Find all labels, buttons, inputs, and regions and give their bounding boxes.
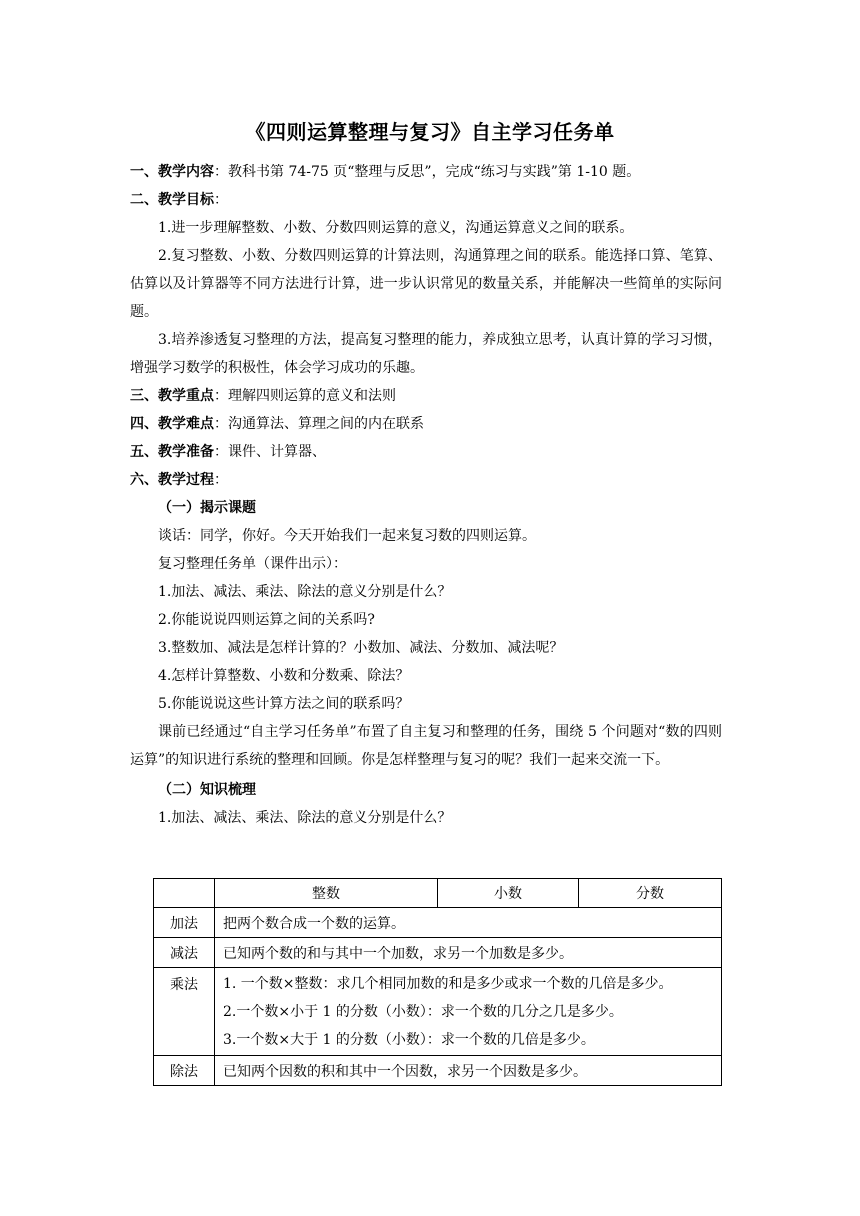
section-label: 三、教学重点 <box>130 388 214 404</box>
section-text: ： <box>214 192 228 208</box>
section-teaching-goals <box>130 186 722 214</box>
part2-question: 1.加法、减法、乘法、除法的意义分别是什么？ <box>158 810 452 826</box>
question-item: 1.加法、减法、乘法、除法的意义分别是什么？ <box>158 584 452 600</box>
part1-intro: 复习整理任务单（课件出示）： <box>158 556 347 572</box>
section-process <box>130 466 722 494</box>
table-header-cell: 整数 <box>215 879 438 908</box>
question-item: 5.你能说说这些计算方法之间的联系吗？ <box>158 696 410 712</box>
table-header-cell: 小数 <box>438 879 579 908</box>
section-preparation <box>130 438 722 466</box>
row-text: 已知两个数的和与其中一个加数，求另一个加数是多少。 <box>215 938 722 968</box>
section-label: 四、教学难点 <box>130 416 214 432</box>
table-header-cell <box>154 879 215 908</box>
part1-summary: 课前已经通过“自主学习任务单”布置了自主复习和整理的任务，围绕 5 个问题对“数的四则运算”的知识进行系统的整理和回顾。你是怎样整理与复习的呢？我们一起来交流一下。 <box>130 724 722 768</box>
section-difficulties <box>130 410 722 438</box>
row-text-lines <box>215 968 722 1056</box>
row-label: 减法 <box>154 938 215 968</box>
question-item: 4.怎样计算整数、小数和分数乘、除法？ <box>158 668 410 684</box>
row-text: 把两个数合成一个数的运算。 <box>215 908 722 938</box>
part1-talk: 谈话：同学，你好。今天开始我们一起来复习数的四则运算。 <box>158 528 536 544</box>
operations-meaning-table <box>153 878 722 1086</box>
row-text: 已知两个因数的积和其中一个因数，求另一个因数是多少。 <box>215 1056 722 1086</box>
part1-heading: （一）揭示课题 <box>158 500 256 516</box>
section-text: ：教科书第 74-75 页“整理与反思”，完成“练习与实践”第 1-10 题。 <box>214 164 641 180</box>
section-key-points <box>130 382 722 410</box>
table-row-subtraction <box>154 938 722 968</box>
table-row-division <box>154 1056 722 1086</box>
section-label: 一、教学内容 <box>130 164 214 180</box>
section-label: 五、教学准备 <box>130 444 214 460</box>
mul-line: 2.一个数×小于 1 的分数（小数）：求一个数的几分之几是多少。 <box>223 1003 623 1020</box>
section-text: ：沟通算法、算理之间的内在联系 <box>214 416 424 432</box>
goal-item: 3.培养渗透复习整理的方法，提高复习整理的能力，养成独立思考，认真计算的学习习惯，增强学习数学的积极性，体会学习成功的乐趣。 <box>130 332 722 376</box>
row-label: 加法 <box>154 908 215 938</box>
section-label: 六、教学过程 <box>130 472 214 488</box>
goal-item: 1.进一步理解整数、小数、分数四则运算的意义，沟通运算意义之间的联系。 <box>158 220 634 236</box>
mul-line: 3.一个数×大于 1 的分数（小数）：求一个数的几倍是多少。 <box>223 1031 595 1048</box>
table-row-addition <box>154 908 722 938</box>
question-item: 3.整数加、减法是怎样计算的？小数加、减法、分数加、减法呢？ <box>158 640 564 656</box>
table-row-multiplication <box>154 968 722 1056</box>
section-teaching-content <box>130 158 722 186</box>
goal-item: 2.复习整数、小数、分数四则运算的计算法则，沟通算理之间的联系。能选择口算、笔算、估算以及计算器等不同方法进行计算，进一步认识常见的数量关系，并能解决一些简单的实际问题。 <box>130 248 722 320</box>
document-title: 《四则运算整理与复习》自主学习任务单 <box>245 120 615 144</box>
table-header-row <box>154 879 722 908</box>
mul-line: 1. 一个数×整数：求几个相同加数的和是多少或求一个数的几倍是多少。 <box>223 975 673 992</box>
question-item: 2.你能说说四则运算之间的关系吗? <box>158 612 375 628</box>
row-label: 乘法 <box>154 968 215 1056</box>
section-label: 二、教学目标 <box>130 192 214 208</box>
part2-heading: （二）知识梳理 <box>158 782 256 798</box>
section-text: ： <box>214 472 228 488</box>
table-header-cell: 分数 <box>579 879 722 908</box>
document-body <box>130 158 722 832</box>
section-text: ：课件、计算器、 <box>214 444 326 460</box>
section-text: ：理解四则运算的意义和法则 <box>214 388 396 404</box>
row-label: 除法 <box>154 1056 215 1086</box>
